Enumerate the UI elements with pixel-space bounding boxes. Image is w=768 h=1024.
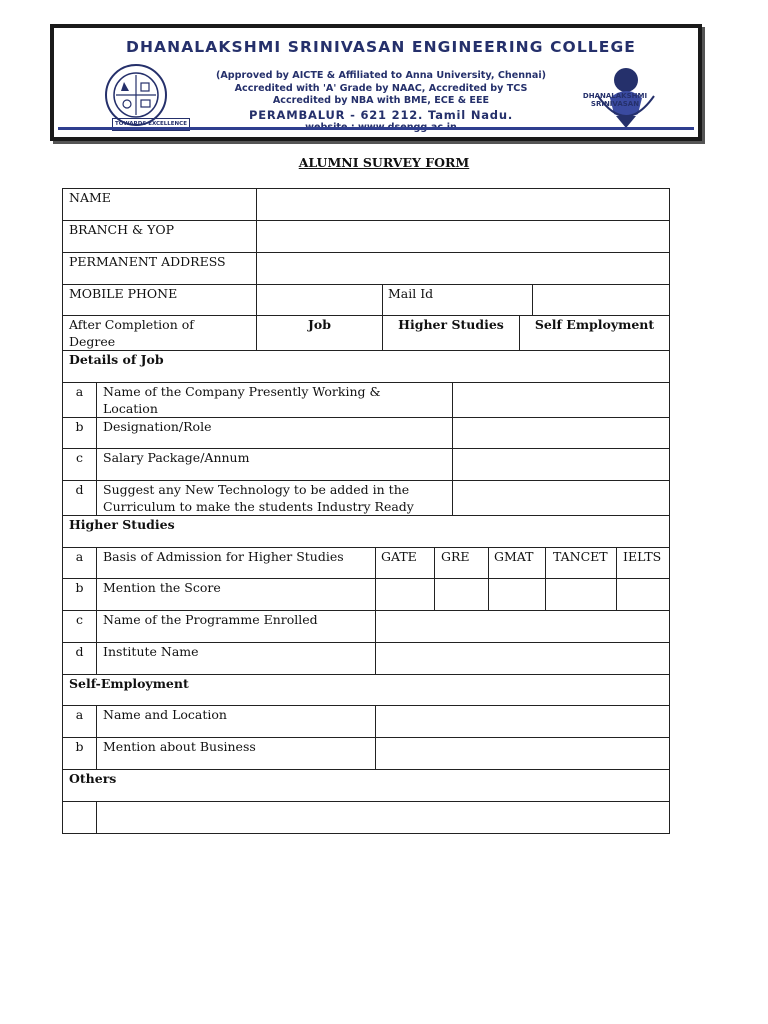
higher-item-key: a [75,549,84,564]
job-item-key: b [75,419,84,434]
business-details-field[interactable] [376,738,669,769]
option-higher-studies[interactable]: Higher Studies [398,317,504,332]
business-details-label: Mention about Business [103,739,256,754]
ielts-score-field[interactable] [617,579,669,610]
after-completion-label: After Completion of Degree [69,317,194,349]
gmat-score-field[interactable] [489,579,545,610]
job-salary-label: Salary Package/Annum [103,450,250,465]
branch-yop-field[interactable] [257,221,669,252]
others-heading: Others [69,771,117,786]
mobile-phone-field[interactable] [257,285,382,315]
institute-field[interactable] [376,643,669,674]
job-technology-label: Suggest any New Technology to be added in the Curriculum to make the students Industry Ready [103,482,414,514]
job-salary-field[interactable] [453,449,669,480]
form-title: ALUMNI SURVEY FORM [298,155,470,170]
gre-score-field[interactable] [435,579,488,610]
self-employment-heading: Self-Employment [69,676,189,691]
mail-id-field[interactable] [533,285,669,315]
permanent-address-field[interactable] [257,253,669,284]
job-company-field[interactable] [453,383,669,417]
others-field[interactable] [97,802,669,833]
programme-field[interactable] [376,611,669,642]
self-item-key: b [75,739,84,754]
score-label: Mention the Score [103,580,221,595]
college-address: PERAMBALUR - 621 212. Tamil Nadu. [249,107,513,122]
business-location-label: Name and Location [103,707,227,722]
accreditation-line: Accredited with 'A' Grade by NAAC, Accredited by TCS [234,82,528,94]
option-job[interactable]: Job [308,317,331,332]
business-location-field[interactable] [376,706,669,737]
job-item-key: c [75,450,83,465]
programme-label: Name of the Programme Enrolled [103,612,318,627]
higher-item-key: c [75,612,83,627]
exam-tancet: TANCET [553,549,608,564]
college-name: DHANALAKSHMI SRINIVASAN ENGINEERING COLLEGE [126,38,636,56]
mobile-phone-label: MOBILE PHONE [69,286,178,301]
branch-yop-label: BRANCH & YOP [69,222,175,237]
job-designation-field[interactable] [453,418,669,448]
higher-studies-heading: Higher Studies [69,517,175,532]
exam-gate: GATE [381,549,417,564]
exam-gre: GRE [441,549,470,564]
motto-ribbon: TOWARDS EXCELLENCE [112,118,190,131]
job-technology-field[interactable] [453,481,669,515]
institute-label: Institute Name [103,644,199,659]
admission-basis-label: Basis of Admission for Higher Studies [103,549,344,564]
higher-item-key: d [75,644,84,659]
group-logo-text: DHANALAKSHMI SRINIVASAN [582,92,648,108]
accreditation-block [174,70,588,134]
mail-id-label: Mail Id [388,286,434,301]
job-item-key: d [75,482,84,497]
option-self-employment[interactable]: Self Employment [534,317,655,332]
name-field[interactable] [257,189,669,220]
exam-gmat: GMAT [494,549,534,564]
banner-underline [58,127,694,130]
accreditation-line: (Approved by AICTE & Affiliated to Anna University, Chennai) [215,70,547,81]
job-company-label: Name of the Company Presently Working & Location [103,384,381,416]
name-label: NAME [69,190,111,205]
job-item-key: a [75,384,84,399]
self-item-key: a [75,707,84,722]
permanent-address-label: PERMANENT ADDRESS [69,254,226,269]
higher-item-key: b [75,580,84,595]
tancet-score-field[interactable] [546,579,616,610]
college-header-banner [50,24,702,141]
exam-ielts: IELTS [623,549,662,564]
gate-score-field[interactable] [376,579,434,610]
job-section-heading: Details of Job [69,352,164,367]
job-designation-label: Designation/Role [103,419,212,434]
accreditation-line: Accredited by NBA with BME, ECE & EEE [272,95,490,106]
